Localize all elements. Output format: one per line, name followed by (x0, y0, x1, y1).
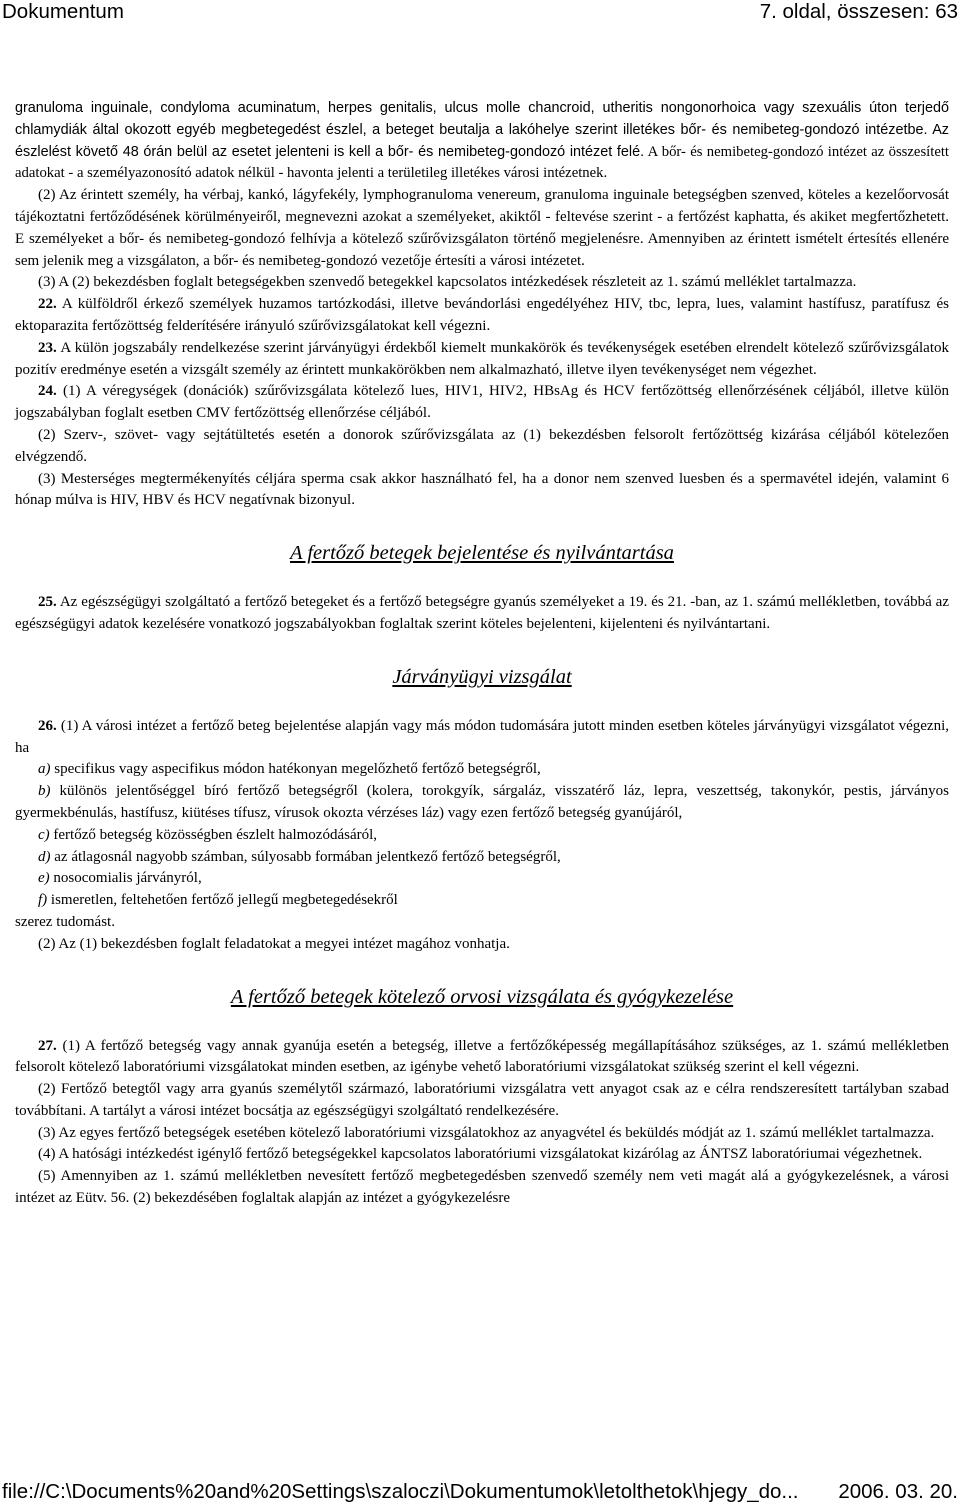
spacer (15, 636, 949, 664)
section-27-number: 27. (38, 1037, 57, 1054)
section-26-a (15, 759, 949, 781)
list-label-b: b) (38, 783, 51, 800)
section-27-4: (4) A hatósági intézkedést igénylő fertőző betegségekkel kapcsolatos laboratóriumi vizsgálatokat kizárólag az ÁNTSZ laboratóriumai végezhetnek. (38, 1146, 923, 1163)
browser-print-header (0, 0, 960, 24)
section-27-text: (1) A fertőző betegség vagy annak gyanúja esetén a betegség, illetve a fertőzőképesség megállapításához szükséges, az 1. számú mellékletben felsorolt kötelező laboratóriumi vizsgálatokat minden esetben, az igénybe vehető laboratóriumi vizsgálatokat szükség szerint el kell végezni. (15, 1037, 949, 1076)
paragraph-21-1-serif-part: A bőr- és nemibeteg-gondozó intézet az összesített adatokat - a személyazonosító adatok nélkül - havonta jelenti a területileg illetékes városi intézetnek. (15, 143, 949, 182)
section-26-f (15, 890, 949, 912)
list-text-c: fertőző betegség közösségben észlelt halmozódásáról, (49, 826, 378, 843)
spacer (15, 956, 949, 984)
paragraph-21-1-sans-part: granuloma inguinale, condyloma acuminatum, herpes genitalis, ulcus molle chancroid, utheritis nongonorhoica vagy szexuális úton terjedő chlamydiák által okozott egyéb megbetegedést észlel, a beteget beutalja a lakóhelye szerint illetékes bőr- és nemibeteg-gondozó intézetbe. Az észlelést követő 48 órán belül az esetet jelenteni is kell a bőr- és nemibeteg-gondozó intézet felé. (15, 100, 949, 160)
heading-bejelentes: A fertőző betegek bejelentése és nyilvántartása (290, 542, 674, 565)
section-26-d (15, 847, 949, 869)
section-23-text: A külön jogszabály rendelkezése szerint járványügyi érdekből kiemelt munkakörök és tevékenységek esetében elrendelt kötelező szűrővizsgálatok pozitív eredménye esetén a vizsgált személy az érintett munkakörökben nem alkalmazható, illetve ilyen tevékenységet nem végezhet. (15, 339, 949, 378)
section-24-2: (2) Szerv-, szövet- vagy sejtátültetés esetén a donorok szűrővizsgálata az (1) bekezdésben felsorolt fertőzöttség kizárása céljából kötelezően elvégzendő. (15, 426, 949, 465)
section-27-3: (3) Az egyes fertőző betegségek esetében kötelező laboratóriumi vizsgálatokhoz az anyagvétel és beküldés módját az 1. számú melléklet tartalmazza. (38, 1124, 935, 1141)
section-23 (15, 338, 949, 382)
list-label-c: c) (38, 826, 50, 843)
footer-date: 2006. 03. 20. (838, 1480, 958, 1503)
paragraph-21-2: (2) Az érintett személy, ha vérbaj, kankó, lágyfekély, lymphogranuloma venereum, granuloma inguinale betegségben szenved, köteles a kezelőorvosát tájékoztatni fertőződésének körülményeiről, megnevezni azokat a személyeket, akiktől - feltevése szerint - a fertőzést kaphatta, és akiket megfertőzhetett. E személyeket a bőr- és nemibeteg-gondozó felhívja a kötelező szűrővizsgálaton történő megjelenésre. Amennyiben az érintett ismételt értesítés ellenére sem jelenik meg a vizsgálaton, a bőr- és nemibeteg-gondozó vezetője értesíti a városi intézetet. (15, 187, 949, 269)
list-label-a: a) (38, 761, 51, 778)
list-text-f: ismeretlen, feltehetően fertőző jellegű megbetegedésekről (47, 892, 398, 909)
section-23-number: 23. (38, 339, 57, 356)
section-26-b (15, 781, 949, 825)
section-24-text: (1) A véregységek (donációk) szűrővizsgálata kötelező lues, HIV1, HIV2, HBsAg és HCV fertőzöttség ellenőrzésének céljából, illetve külön jogszabályban foglalt esetben CMV fertőzöttség ellenőrzése céljából. (15, 383, 949, 422)
spacer (15, 1010, 949, 1036)
spacer (15, 690, 949, 716)
document-body (15, 98, 949, 1210)
footer-file-path: file://C:\Documents%20and%20Settings\szaloczi\Dokumentumok\letolthetok\hjegy_do... (2, 1480, 799, 1503)
browser-print-footer (0, 1478, 960, 1506)
section-24-3: (3) Mesterséges megtermékenyítés céljára sperma csak akkor használható fel, ha a donor nem szenved luesben és a spermavétel idején, valamint 6 hónap múlva is HIV, HBV és HCV negatívnak bizonyul. (15, 470, 949, 509)
section-27-5: (5) Amennyiben az 1. számú mellékletben nevesített fertőző megbetegedésben szenvedő személy nem veti magát alá a gyógykezelésnek, a városi intézet az Eütv. 56. (2) bekezdésében foglaltak alapján az intézet a gyógykezelésre (15, 1168, 949, 1207)
section-25 (15, 592, 949, 636)
list-text-e: nosocomialis járványról, (49, 870, 202, 887)
list-text-a: specifikus vagy aspecifikus módon hatékonyan megelőzhető fertőző betegségről, (50, 761, 541, 778)
section-26-closing: szerez tudomást. (15, 913, 115, 930)
header-document-title: Dokumentum (2, 0, 124, 23)
section-26-2: (2) Az (1) bekezdésben foglalt feladatokat a megyei intézet magához vonhatja. (38, 935, 510, 952)
section-22-number: 22. (38, 296, 57, 313)
spacer (15, 512, 949, 540)
list-label-e: e) (38, 870, 50, 887)
list-label-f: f) (38, 892, 48, 909)
section-26-text: (1) A városi intézet a fertőző beteg bejelentése alapján vagy más módon tudomására jutott minden esetben köteles járványügyi vizsgálatot végezni, ha (15, 717, 949, 756)
heading-jarvanyugyi-vizsgalat: Járványügyi vizsgálat (392, 665, 572, 688)
section-22-text: A külföldről érkező személyek huzamos tartózkodási, illetve bevándorlási engedélyéhez HIV, tbc, lepra, lues, valamint hastífusz, paratífusz és ektoparazita fertőzöttség felderítésére irányuló szűrővizsgálatokat kell végezni. (15, 296, 949, 334)
section-24 (15, 381, 949, 425)
section-26 (15, 716, 949, 760)
section-24-number: 24. (38, 383, 57, 400)
section-26-e (15, 868, 949, 890)
spacer (15, 566, 949, 592)
list-label-d: d) (38, 848, 51, 865)
section-27 (15, 1036, 949, 1080)
heading-kotelezo-vizsgalat: A fertőző betegek kötelező orvosi vizsgálata és gyógykezelése (230, 985, 734, 1008)
section-25-text: Az egészségügyi szolgáltató a fertőző betegeket és a fertőző betegségre gyanús személyeket a 19. és 21. -ban, az 1. számú mellékletben, továbbá az egészségügyi adatok kezelésére vonatkozó jogszabályokban foglaltak szerint köteles bejelenteni, kijelenteni és nyilvántartani. (15, 594, 949, 632)
section-26-c (15, 825, 949, 847)
section-25-number: 25. (38, 594, 57, 611)
header-page-counter: 7. oldal, összesen: 63 (759, 0, 958, 23)
list-text-d: az átlagosnál nagyobb számban, súlyosabb formában jelentkező fertőző betegségről, (50, 848, 561, 865)
list-text-b: különös jelentőséggel bíró fertőző betegségről (kolera, torokgyík, sárgaláz, visszatérő láz, lepra, veszettség, takonykór, pestis, járványos gyermekbénulás, hastífusz, kiütéses tífusz, vírusok okozta vérzéses láz) vagy ezen fertőző betegség gyanújáról, (15, 783, 949, 821)
paragraph-21-3: (3) A (2) bekezdésben foglalt betegségekben szenvedő betegekkel kapcsolatos intézkedések részleteit az 1. számú melléklet tartalmazza. (38, 274, 857, 291)
section-22 (15, 294, 949, 338)
section-27-2: (2) Fertőző betegtől vagy arra gyanús személytől származó, laboratóriumi vizsgálatra vett anyagot csak az e célra rendszeresített tartályban szabad továbbítani. A tartályt a városi intézet bocsátja az egészségügyi szolgáltató rendelkezésére. (15, 1081, 949, 1119)
section-26-number: 26. (38, 717, 57, 734)
paragraph-21-1 (15, 98, 949, 185)
